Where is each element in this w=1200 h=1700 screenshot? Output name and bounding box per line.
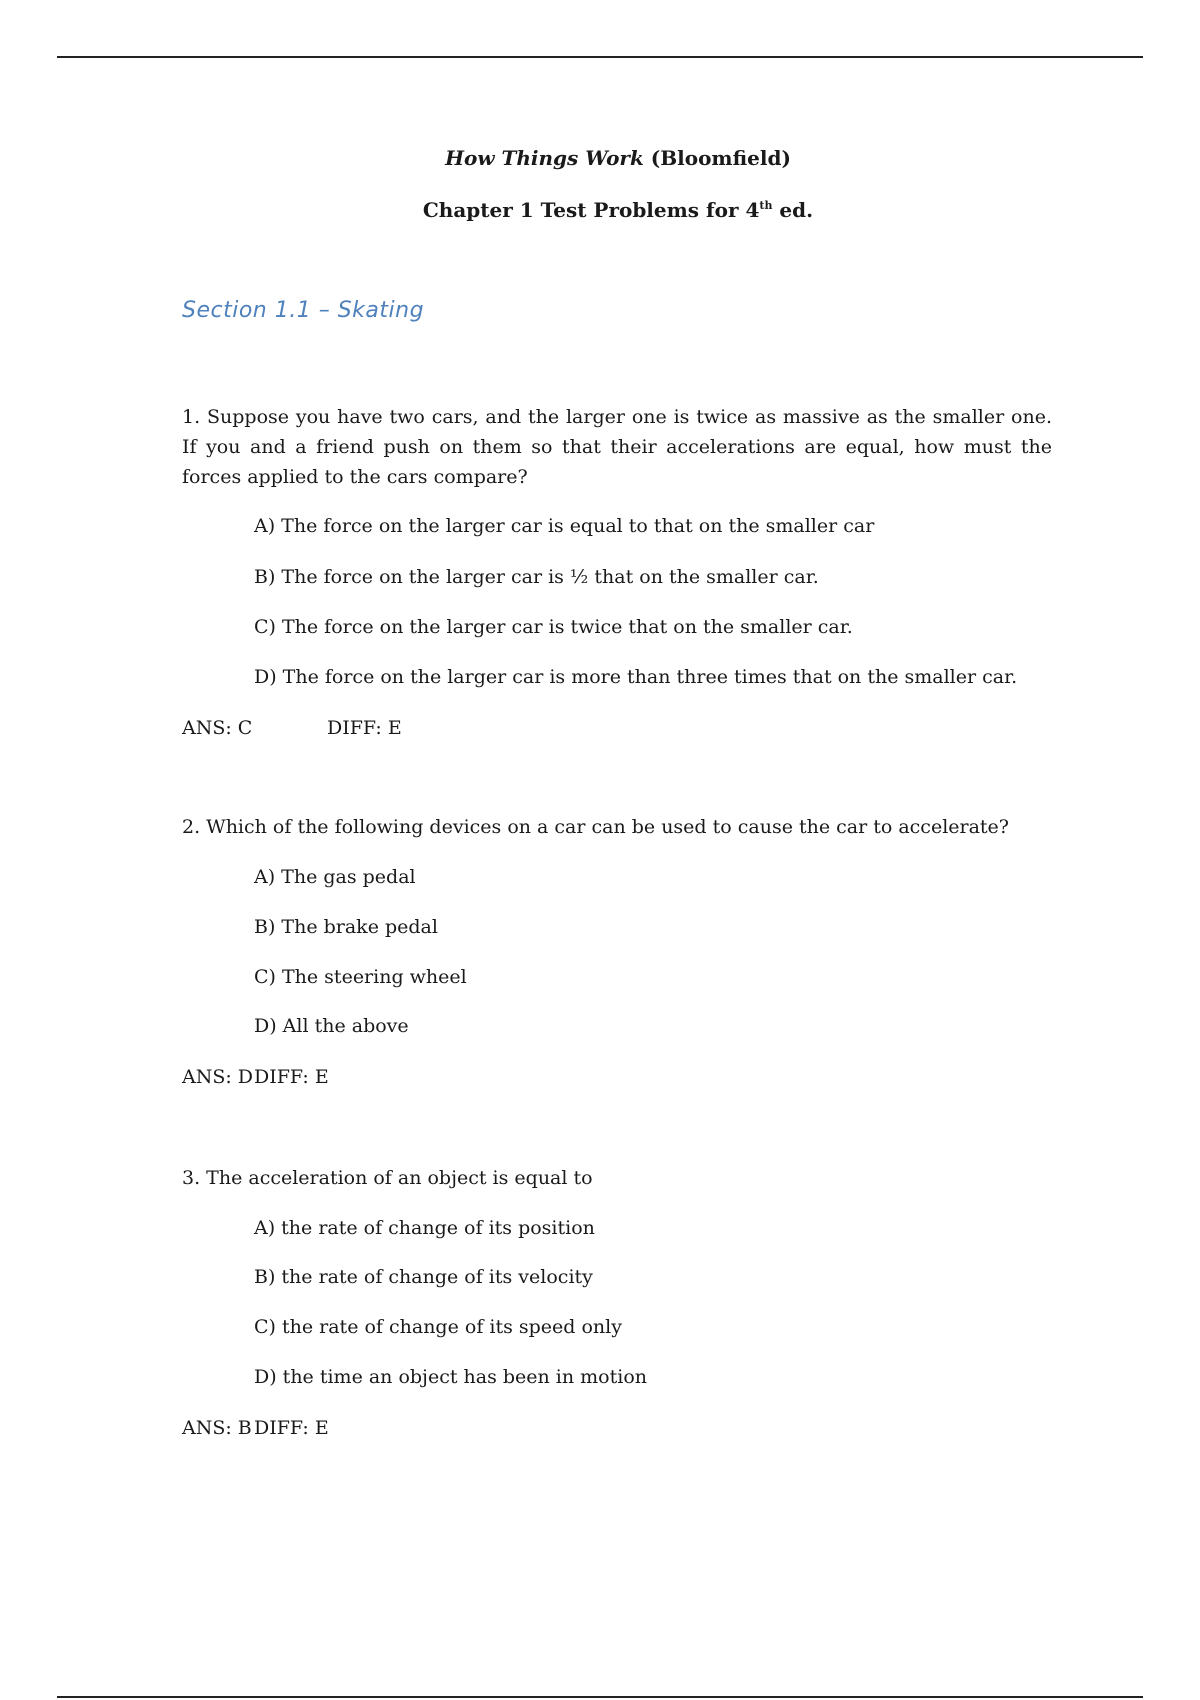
chapter-title: [0, 196, 1200, 224]
question-2-option-d: D) All the above: [254, 1015, 409, 1037]
question-3-answer: ANS: B: [182, 1417, 252, 1439]
question-1-option-a: A) The force on the larger car is equal to that on the smaller car: [254, 515, 875, 537]
question-2-answer: ANS: D: [182, 1066, 254, 1088]
chapter-title-suffix: ed.: [772, 198, 814, 222]
bottom-rule: [57, 1696, 1143, 1698]
question-2-option-a: A) The gas pedal: [254, 866, 416, 888]
chapter-title-superscript: th: [759, 199, 773, 212]
question-3-difficulty: DIFF: E: [254, 1417, 329, 1439]
question-1-text: 1. Suppose you have two cars, and the larger one is twice as massive as the smaller one. If you and a friend push on them so that their accelerations are equal, how must the forces applied to the cars compare?: [182, 406, 1052, 488]
question-1-option-c: C) The force on the larger car is twice that on the smaller car.: [254, 616, 853, 638]
question-2-text: 2. Which of the following devices on a car can be used to cause the car to accelerate?: [182, 816, 1009, 838]
question-3-option-b: B) the rate of change of its velocity: [254, 1266, 593, 1288]
top-rule: [57, 56, 1143, 58]
question-3-option-d: D) the time an object has been in motion: [254, 1366, 647, 1388]
question-3-option-a: A) the rate of change of its position: [254, 1217, 595, 1239]
book-title: How Things Work: [445, 146, 644, 170]
book-author: (Bloomfield): [643, 146, 791, 170]
document-title: [0, 144, 1200, 172]
question-1-answer: ANS: C: [182, 717, 253, 739]
question-2-option-c: C) The steering wheel: [254, 966, 467, 988]
question-1-option-b: B) The force on the larger car is ½ that on the smaller car.: [254, 566, 819, 588]
question-3-text: 3. The acceleration of an object is equal to: [182, 1167, 593, 1189]
chapter-title-text: Chapter 1 Test Problems for 4: [422, 198, 760, 222]
question-2-option-b: B) The brake pedal: [254, 916, 438, 938]
question-1-option-d: D) The force on the larger car is more than three times that on the smaller car.: [254, 666, 1018, 688]
section-heading: Section 1.1 – Skating: [182, 298, 425, 323]
question-2-difficulty: DIFF: E: [254, 1066, 329, 1088]
question-1-difficulty: DIFF: E: [327, 717, 402, 739]
question-3-option-c: C) the rate of change of its speed only: [254, 1316, 622, 1338]
